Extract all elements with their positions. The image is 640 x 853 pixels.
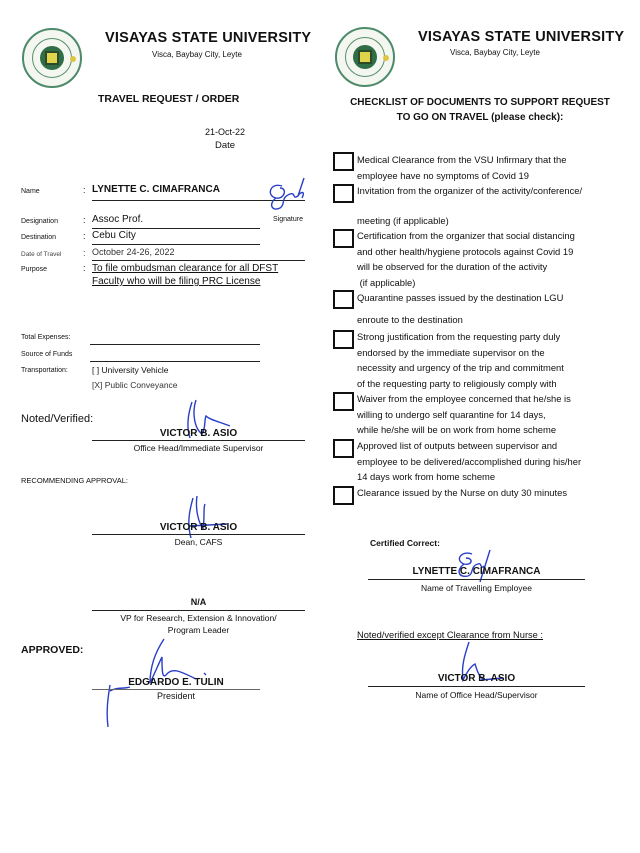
checklist-item	[357, 183, 582, 199]
checklist-line: (if applicable)	[357, 276, 416, 288]
vp-title-line-1: VP for Research, Extension & Innovation/	[120, 613, 277, 623]
checklist-line: Invitation from the organizer of the activity/conference/	[357, 185, 583, 196]
checklist-checkbox-strong-justification[interactable]	[333, 330, 354, 349]
transportation-label: Transportation:	[21, 367, 68, 374]
checklist-line: Medical Clearance from the VSU Infirmary that the	[357, 154, 567, 165]
checklist-item	[357, 438, 581, 485]
colon: :	[83, 215, 86, 225]
signature-line	[368, 579, 585, 580]
date-of-travel-value: October 24-26, 2022	[92, 247, 175, 257]
destination-label: Destination	[21, 234, 57, 241]
destination-value: Cebu City	[92, 230, 136, 241]
vp-title-line-2: Program Leader	[167, 625, 230, 635]
checklist-line: employee to be delivered/accomplished during his/her	[357, 455, 582, 467]
vp-signatory-name: N/A	[190, 597, 207, 607]
checklist-line: enroute to the destination	[357, 314, 463, 325]
checklist-checkbox-waiver[interactable]	[333, 392, 354, 411]
checklist-line: Strong justification from the requesting party duly	[357, 331, 561, 342]
checklist-checkbox-invitation[interactable]	[333, 184, 354, 203]
signature-line	[368, 686, 585, 687]
purpose-line-1: To file ombudsman clearance for all DFST	[92, 263, 279, 274]
checklist-item	[357, 329, 564, 391]
date-of-travel-label: Date of Travel	[21, 251, 62, 258]
checklist-line: and other health/hygiene protocols against Covid 19	[357, 245, 574, 257]
checklist-line: endorsed by the immediate supervisor on the	[357, 346, 545, 358]
colon: :	[83, 185, 86, 195]
purpose-line-2: Faculty who will be filing PRC License	[92, 276, 261, 287]
checklist-line: necessity and urgency of the trip and commitment	[357, 362, 564, 373]
checklist-checkbox-nurse-clearance[interactable]	[333, 486, 354, 505]
signature-line	[92, 689, 260, 690]
checklist-line: Clearance issued by the Nurse on duty 30 minutes	[357, 487, 568, 498]
checklist-line: 14 days work from home scheme	[357, 471, 496, 482]
checklist-line: willing to undergo self quarantine for 14 days,	[357, 408, 546, 420]
approved-signatory-name: EDGARDO E. TULIN	[128, 677, 224, 688]
form-title: TRAVEL REQUEST / ORDER	[98, 93, 240, 105]
vp-signatory-title	[92, 612, 305, 636]
noted-supervisor-title: Name of Office Head/Supervisor	[415, 690, 538, 700]
colon: :	[83, 231, 86, 241]
checklist-title-line-1: CHECKLIST OF DOCUMENTS TO SUPPORT REQUEST	[350, 97, 610, 108]
signature-label: Signature	[273, 216, 303, 223]
checklist-line: while he/she will be on work from home scheme	[357, 424, 557, 435]
university-address: Visca, Baybay City, Leyte	[450, 48, 540, 57]
checklist-line: Waiver from the employee concerned that he/she is	[357, 393, 571, 404]
checklist-title	[330, 95, 630, 125]
university-name: VISAYAS STATE UNIVERSITY	[105, 30, 312, 46]
designation-field[interactable]	[92, 214, 260, 229]
noted-verified-label: Noted/Verified:	[21, 413, 94, 425]
university-address: Visca, Baybay City, Leyte	[152, 50, 242, 59]
total-expenses-field[interactable]	[90, 333, 260, 345]
total-expenses-label: Total Expenses:	[21, 334, 71, 341]
checklist-line: Certification from the organizer that social distancing	[357, 230, 575, 241]
purpose-label: Purpose	[21, 266, 48, 273]
approved-label: APPROVED:	[21, 644, 84, 656]
checklist-line: will be observed for the duration of the activity	[357, 261, 548, 272]
checklist-item	[357, 152, 566, 183]
checklist-checkbox-certification[interactable]	[333, 229, 354, 248]
checklist-item	[357, 485, 567, 501]
checklist-checkbox-approved-outputs[interactable]	[333, 439, 354, 458]
transport-option-university-vehicle[interactable]: [ ] University Vehicle	[92, 365, 169, 375]
name-value: LYNETTE C. CIMAFRANCA	[92, 184, 220, 195]
recommending-signatory-name: VICTOR B. ASIO	[159, 522, 238, 533]
checklist-line: of the requesting party to religiously comply with	[357, 377, 557, 389]
transport-option-public-conveyance[interactable]: [X] Public Conveyance	[92, 380, 178, 390]
noted-verified-nurse-label: Noted/verified except Clearance from Nurse :	[357, 630, 544, 640]
name-label: Name	[21, 188, 40, 195]
certified-employee-title: Name of Travelling Employee	[420, 583, 533, 593]
designation-label: Designation	[21, 218, 58, 225]
source-of-funds-label: Source of Funds	[21, 351, 73, 358]
recommending-approval-label: RECOMMENDING APPROVAL:	[21, 476, 128, 485]
colon: :	[83, 263, 86, 273]
checklist-item-continuation	[357, 213, 449, 229]
noted-supervisor-name: VICTOR B. ASIO	[437, 673, 516, 684]
checklist-line: Quarantine passes issued by the destination LGU	[357, 292, 564, 303]
date-value: 21-Oct-22	[205, 127, 246, 137]
approved-signatory-title: President	[156, 691, 196, 701]
employee-signature-icon	[262, 174, 312, 214]
checklist-line: Approved list of outputs between supervisor and	[357, 440, 558, 451]
designation-value: Assoc Prof.	[92, 214, 144, 225]
university-logo-icon	[335, 27, 395, 87]
checklist-checkbox-medical-clearance[interactable]	[333, 152, 354, 171]
purpose-field[interactable]	[92, 262, 278, 288]
signature-line	[92, 534, 305, 535]
signature-line	[92, 610, 305, 611]
destination-field[interactable]	[92, 230, 260, 245]
certified-employee-name: LYNETTE C. CIMAFRANCA	[412, 566, 541, 577]
checklist-item-continuation	[357, 312, 463, 328]
checklist-item	[357, 391, 571, 438]
checklist-item	[357, 290, 563, 306]
checklist-title-line-2: TO GO ON TRAVEL (please check):	[396, 112, 564, 123]
checklist-line: employee have no symptoms of Covid 19	[357, 169, 529, 181]
recommending-signatory-title: Dean, CAFS	[174, 537, 223, 547]
certified-correct-label: Certified Correct:	[370, 538, 440, 548]
date-label: Date	[215, 140, 236, 151]
checklist-checkbox-quarantine-passes[interactable]	[333, 290, 354, 309]
colon: :	[83, 248, 86, 258]
noted-signatory-name: VICTOR B. ASIO	[159, 428, 238, 439]
date-of-travel-field[interactable]	[92, 247, 305, 261]
source-of-funds-field[interactable]	[90, 350, 260, 362]
noted-signatory-title: Office Head/Immediate Supervisor	[133, 443, 264, 453]
university-logo-icon	[22, 28, 82, 88]
signature-line	[92, 440, 305, 441]
checklist-item	[357, 228, 575, 290]
checklist-line: meeting (if applicable)	[357, 215, 449, 226]
university-name: VISAYAS STATE UNIVERSITY	[418, 29, 625, 45]
